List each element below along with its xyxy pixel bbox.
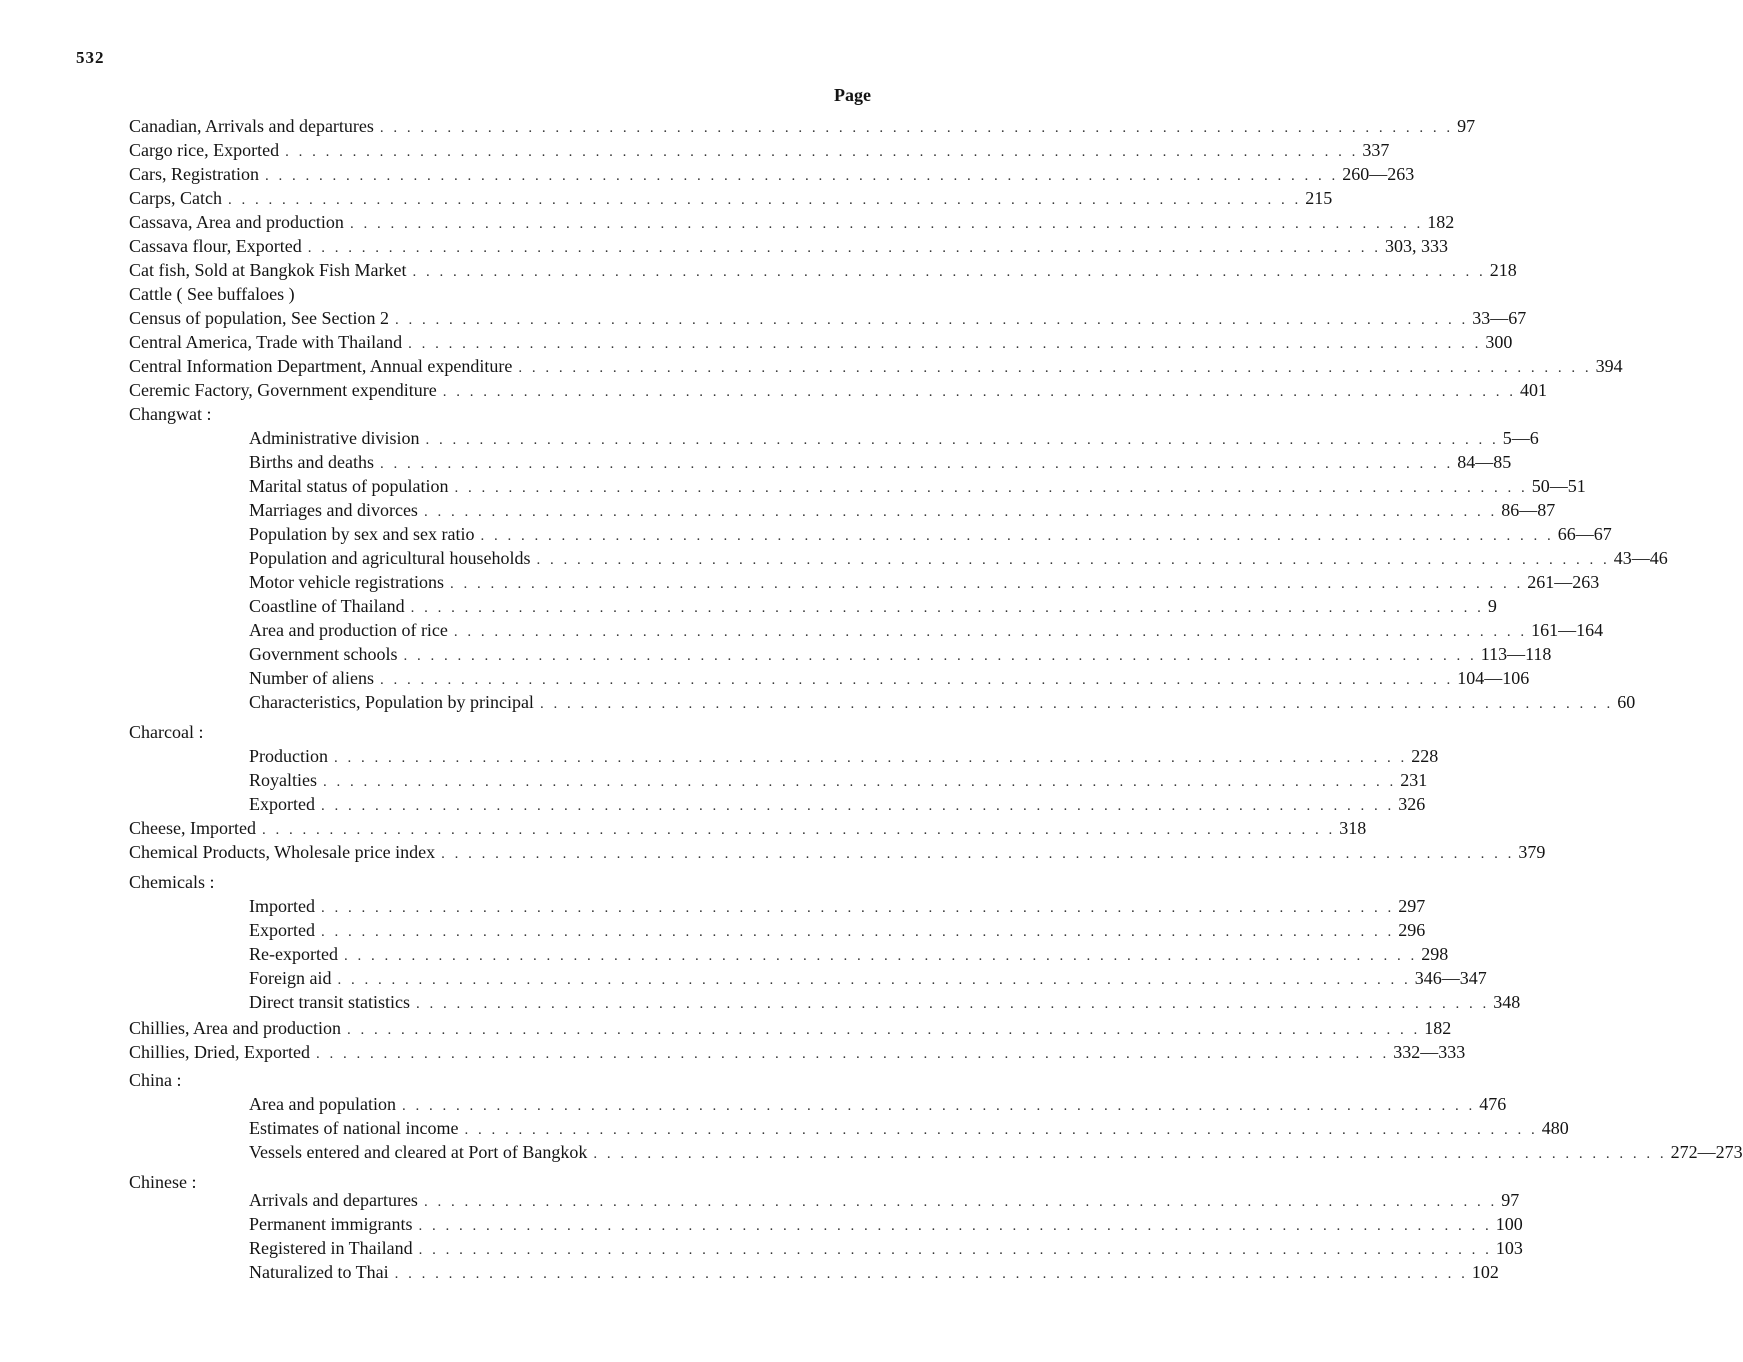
dot-leader: . . . . . . . . . . . . . . . . . . . . . . . . . . . . . . . . . . . . . . . . . . . . . . . . . . . . . . . . . . . . . . . . . . . . . . . . . . . . . . . . <box>539 696 1614 712</box>
dot-leader: . . . . . . . . . . . . . . . . . . . . . . . . . . . . . . . . . . . . . . . . . . . . . . . . . . . . . . . . . . . . . . . . . . . . . . . . . . . . . . . . <box>320 798 1395 814</box>
index-entry <box>129 1016 1452 1040</box>
index-subentry <box>249 570 1600 594</box>
entry-page-ref: 60 <box>1617 692 1636 712</box>
dot-leader: . . . . . . . . . . . . . . . . . . . . . . . . . . . . . . . . . . . . . . . . . . . . . . . . . . . . . . . . . . . . . . . . . . . . . . . . . . . . . . . . <box>442 384 1516 400</box>
entry-label: Arrivals and departures <box>249 1190 418 1210</box>
entry-page-ref: 84—85 <box>1457 452 1512 472</box>
entry-label: Foreign aid <box>249 968 332 988</box>
dot-leader: . . . . . . . . . . . . . . . . . . . . . . . . . . . . . . . . . . . . . . . . . . . . . . . . . . . . . . . . . . . . . . . . . . . . . . . . . . . . . . . . <box>453 624 1528 640</box>
dot-leader: . . . . . . . . . . . . . . . . . . . . . . . . . . . . . . . . . . . . . . . . . . . . . . . . . . . . . . . . . . . . . . . . . . . . . . . . . . . . . . . . <box>464 1122 1538 1138</box>
entry-label: Cargo rice, Exported <box>129 140 280 160</box>
index-subentry <box>249 744 1439 768</box>
entry-label: Area and production of rice <box>249 620 448 640</box>
dot-leader: . . . . . . . . . . . . . . . . . . . . . . . . . . . . . . . . . . . . . . . . . . . . . . . . . . . . . . . . . . . . . . . . . . . . . . . . . . . . . . . . <box>349 216 1424 232</box>
dot-leader: . . . . . . . . . . . . . . . . . . . . . . . . . . . . . . . . . . . . . . . . . . . . . . . . . . . . . . . . . . . . . . . . . . . . . . . . . . . . . . . . <box>394 312 1469 328</box>
index-subentry <box>249 474 1586 498</box>
index-heading-entry <box>129 282 295 306</box>
dot-leader: . . . . . . . . . . . . . . . . . . . . . . . . . . . . . . . . . . . . . . . . . . . . . . . . . . . . . . . . . . . . . . . . . . . . . . . . . . . . . . . . <box>423 504 1498 520</box>
entry-label: Cheese, Imported <box>129 818 256 838</box>
dot-leader: . . . . . . . . . . . . . . . . . . . . . . . . . . . . . . . . . . . . . . . . . . . . . . . . . . . . . . . . . . . . . . . . . . . . . . . . . . . . . . . . <box>334 750 1408 766</box>
entry-page-ref: 476 <box>1479 1094 1507 1114</box>
entry-label: Births and deaths <box>249 452 374 472</box>
entry-page-ref: 298 <box>1421 944 1449 964</box>
index-heading-entry <box>129 1170 197 1194</box>
entry-page-ref: 348 <box>1493 992 1521 1012</box>
index-subentry <box>249 1116 1569 1140</box>
dot-leader: . . . . . . . . . . . . . . . . . . . . . . . . . . . . . . . . . . . . . . . . . . . . . . . . . . . . . . . . . . . . . . . . . . . . . . . . . . . . . . . . <box>285 144 1359 160</box>
index-subentry <box>249 1092 1507 1116</box>
dot-leader: . . . . . . . . . . . . . . . . . . . . . . . . . . . . . . . . . . . . . . . . . . . . . . . . . . . . . . . . . . . . . . . . . . . . . . . . . . . . . . . . <box>264 168 1339 184</box>
dot-leader: . . . . . . . . . . . . . . . . . . . . . . . . . . . . . . . . . . . . . . . . . . . . . . . . . . . . . . . . . . . . . . . . . . . . . . . . . . . . . . . . <box>423 1194 1498 1210</box>
dot-leader: . . . . . . . . . . . . . . . . . . . . . . . . . . . . . . . . . . . . . . . . . . . . . . . . . . . . . . . . . . . . . . . . . . . . . . . . . . . . . . . . <box>379 120 1454 136</box>
entry-label: Changwat : <box>129 404 212 424</box>
dot-leader: . . . . . . . . . . . . . . . . . . . . . . . . . . . . . . . . . . . . . . . . . . . . . . . . . . . . . . . . . . . . . . . . . . . . . . . . . . . . . . . . <box>518 360 1592 376</box>
dot-leader: . . . . . . . . . . . . . . . . . . . . . . . . . . . . . . . . . . . . . . . . . . . . . . . . . . . . . . . . . . . . . . . . . . . . . . . . . . . . . . . . <box>320 900 1395 916</box>
index-entry <box>129 162 1415 186</box>
dot-leader: . . . . . . . . . . . . . . . . . . . . . . . . . . . . . . . . . . . . . . . . . . . . . . . . . . . . . . . . . . . . . . . . . . . . . . . . . . . . . . . . <box>379 456 1454 472</box>
dot-leader: . . . . . . . . . . . . . . . . . . . . . . . . . . . . . . . . . . . . . . . . . . . . . . . . . . . . . . . . . . . . . . . . . . . . . . . . . . . . . . . . <box>454 480 1528 496</box>
index-subentry <box>249 894 1426 918</box>
entry-page-ref: 401 <box>1519 380 1547 400</box>
entry-page-ref: 215 <box>1305 188 1333 208</box>
dot-leader: . . . . . . . . . . . . . . . . . . . . . . . . . . . . . . . . . . . . . . . . . . . . . . . . . . . . . . . . . . . . . . . . . . . . . . . . . . . . . . . . <box>480 528 1554 544</box>
entry-label: Motor vehicle registrations <box>249 572 444 592</box>
entry-label: Exported <box>249 920 315 940</box>
entry-page-ref: 228 <box>1411 746 1439 766</box>
index-entry <box>129 840 1546 864</box>
index-subentry <box>249 768 1428 792</box>
entry-label: Charcoal : <box>129 722 204 742</box>
entry-page-ref: 5—6 <box>1502 428 1539 448</box>
entry-label: Characteristics, Population by principal <box>249 692 534 712</box>
index-entry <box>129 258 1517 282</box>
index-subentry <box>249 1236 1523 1260</box>
index-entry <box>129 306 1527 330</box>
entry-page-ref: 100 <box>1495 1214 1523 1234</box>
entry-page-ref: 43—46 <box>1613 548 1668 568</box>
index-entry <box>129 378 1547 402</box>
entry-label: Population by sex and sex ratio <box>249 524 475 544</box>
entry-page-ref: 66—67 <box>1557 524 1612 544</box>
entry-page-ref: 303, 333 <box>1384 236 1448 256</box>
entry-page-ref: 379 <box>1518 842 1546 862</box>
entry-label: Cassava flour, Exported <box>129 236 302 256</box>
index-entry <box>129 210 1455 234</box>
dot-leader: . . . . . . . . . . . . . . . . . . . . . . . . . . . . . . . . . . . . . . . . . . . . . . . . . . . . . . . . . . . . . . . . . . . . . . . . . . . . . . . . <box>449 576 1524 592</box>
index-subentry <box>249 942 1449 966</box>
dot-leader: . . . . . . . . . . . . . . . . . . . . . . . . . . . . . . . . . . . . . . . . . . . . . . . . . . . . . . . . . . . . . . . . . . . . . . . . . . . . . . . . <box>337 972 1411 988</box>
dot-leader: . . . . . . . . . . . . . . . . . . . . . . . . . . . . . . . . . . . . . . . . . . . . . . . . . . . . . . . . . . . . . . . . . . . . . . . . . . . . . . . . <box>593 1146 1667 1162</box>
entry-label: Number of aliens <box>249 668 374 688</box>
entry-label: Registered in Thailand <box>249 1238 413 1258</box>
entry-page-ref: 102 <box>1471 1262 1499 1282</box>
entry-label: Administrative division <box>249 428 420 448</box>
entry-label: Chillies, Dried, Exported <box>129 1042 310 1062</box>
dot-leader: . . . . . . . . . . . . . . . . . . . . . . . . . . . . . . . . . . . . . . . . . . . . . . . . . . . . . . . . . . . . . . . . . . . . . . . . . . . . . . . . <box>401 1098 1476 1114</box>
entry-page-ref: 332—333 <box>1393 1042 1466 1062</box>
entry-page-ref: 480 <box>1541 1118 1569 1138</box>
index-subentry <box>249 666 1530 690</box>
entry-page-ref: 394 <box>1595 356 1623 376</box>
dot-leader: . . . . . . . . . . . . . . . . . . . . . . . . . . . . . . . . . . . . . . . . . . . . . . . . . . . . . . . . . . . . . . . . . . . . . . . . . . . . . . . . <box>346 1022 1421 1038</box>
entry-label: Exported <box>249 794 315 814</box>
entry-page-ref: 326 <box>1398 794 1426 814</box>
entry-label: Central America, Trade with Thailand <box>129 332 403 352</box>
index-heading-entry <box>129 870 214 894</box>
entry-label: Coastline of Thailand <box>249 596 405 616</box>
entry-page-ref: 182 <box>1427 212 1455 232</box>
dot-leader: . . . . . . . . . . . . . . . . . . . . . . . . . . . . . . . . . . . . . . . . . . . . . . . . . . . . . . . . . . . . . . . . . . . . . . . . . . . . . . . . <box>379 672 1454 688</box>
index-subentry <box>249 426 1539 450</box>
index-subentry <box>249 450 1512 474</box>
entry-label: Carps, Catch <box>129 188 222 208</box>
index-subentry <box>249 642 1552 666</box>
dot-leader: . . . . . . . . . . . . . . . . . . . . . . . . . . . . . . . . . . . . . . . . . . . . . . . . . . . . . . . . . . . . . . . . . . . . . . . . . . . . . . . . <box>418 1218 1492 1234</box>
entry-label: Naturalized to Thai <box>249 1262 389 1282</box>
dot-leader: . . . . . . . . . . . . . . . . . . . . . . . . . . . . . . . . . . . . . . . . . . . . . . . . . . . . . . . . . . . . . . . . . . . . . . . . . . . . . . . . <box>536 552 1610 568</box>
index-subentry <box>249 1260 1499 1284</box>
entry-label: Cat fish, Sold at Bangkok Fish Market <box>129 260 407 280</box>
index-subentry <box>249 690 1636 714</box>
entry-page-ref: 50—51 <box>1531 476 1586 496</box>
dot-leader: . . . . . . . . . . . . . . . . . . . . . . . . . . . . . . . . . . . . . . . . . . . . . . . . . . . . . . . . . . . . . . . . . . . . . . . . . . . . . . . . <box>418 1242 1492 1258</box>
entry-label: Central Information Department, Annual expenditure <box>129 356 513 376</box>
page-column-heading: Page <box>834 85 871 105</box>
index-subentry <box>249 498 1556 522</box>
entry-label: Royalties <box>249 770 317 790</box>
page-number: 532 <box>76 48 105 67</box>
index-subentry <box>249 522 1612 546</box>
entry-label: Production <box>249 746 328 766</box>
entry-page-ref: 113—118 <box>1480 644 1552 664</box>
entry-page-ref: 9 <box>1487 596 1497 616</box>
entry-page-ref: 261—263 <box>1527 572 1600 592</box>
entry-label: Permanent immigrants <box>249 1214 413 1234</box>
entry-page-ref: 231 <box>1400 770 1428 790</box>
dot-leader: . . . . . . . . . . . . . . . . . . . . . . . . . . . . . . . . . . . . . . . . . . . . . . . . . . . . . . . . . . . . . . . . . . . . . . . . . . . . . . . . <box>403 648 1477 664</box>
entry-label: Cassava, Area and production <box>129 212 344 232</box>
entry-label: Vessels entered and cleared at Port of Bangkok <box>249 1142 588 1162</box>
dot-leader: . . . . . . . . . . . . . . . . . . . . . . . . . . . . . . . . . . . . . . . . . . . . . . . . . . . . . . . . . . . . . . . . . . . . . . . . . . . . . . . . <box>425 432 1499 448</box>
dot-leader: . . . . . . . . . . . . . . . . . . . . . . . . . . . . . . . . . . . . . . . . . . . . . . . . . . . . . . . . . . . . . . . . . . . . . . . . . . . . . . . . <box>315 1046 1390 1062</box>
entry-page-ref: 161—164 <box>1531 620 1604 640</box>
index-heading-entry <box>129 402 212 426</box>
dot-leader: . . . . . . . . . . . . . . . . . . . . . . . . . . . . . . . . . . . . . . . . . . . . . . . . . . . . . . . . . . . . . . . . . . . . . . . . . . . . . . . . <box>323 774 1397 790</box>
index-heading-entry <box>129 1068 182 1092</box>
entry-label: Imported <box>249 896 315 916</box>
index-subentry <box>249 594 1497 618</box>
entry-label: Marriages and divorces <box>249 500 418 520</box>
entry-label: Estimates of national income <box>249 1118 459 1138</box>
entry-page-ref: 218 <box>1489 260 1517 280</box>
dot-leader: . . . . . . . . . . . . . . . . . . . . . . . . . . . . . . . . . . . . . . . . . . . . . . . . . . . . . . . . . . . . . . . . . . . . . . . . . . . . . . . . <box>394 1266 1468 1282</box>
dot-leader: . . . . . . . . . . . . . . . . . . . . . . . . . . . . . . . . . . . . . . . . . . . . . . . . . . . . . . . . . . . . . . . . . . . . . . . . . . . . . . . . <box>410 600 1484 616</box>
entry-label: Chillies, Area and production <box>129 1018 341 1038</box>
entry-page-ref: 346—347 <box>1414 968 1487 988</box>
entry-page-ref: 33—67 <box>1472 308 1527 328</box>
index-subentry <box>249 1212 1523 1236</box>
entry-page-ref: 182 <box>1424 1018 1452 1038</box>
entry-page-ref: 260—263 <box>1342 164 1415 184</box>
entry-label: Marital status of population <box>249 476 449 496</box>
entry-page-ref: 86—87 <box>1501 500 1556 520</box>
index-entry <box>129 114 1476 138</box>
entry-page-ref: 104—106 <box>1457 668 1530 688</box>
dot-leader: . . . . . . . . . . . . . . . . . . . . . . . . . . . . . . . . . . . . . . . . . . . . . . . . . . . . . . . . . . . . . . . . . . . . . . . . . . . . . . . . <box>261 822 1336 838</box>
index-entry <box>129 1040 1466 1064</box>
dot-leader: . . . . . . . . . . . . . . . . . . . . . . . . . . . . . . . . . . . . . . . . . . . . . . . . . . . . . . . . . . . . . . . . . . . . . . . . . . . . . . . . <box>441 846 1515 862</box>
entry-page-ref: 97 <box>1457 116 1476 136</box>
dot-leader: . . . . . . . . . . . . . . . . . . . . . . . . . . . . . . . . . . . . . . . . . . . . . . . . . . . . . . . . . . . . . . . . . . . . . . . . . . . . . . . . <box>408 336 1482 352</box>
entry-label: Cattle ( See buffaloes ) <box>129 284 295 304</box>
dot-leader: . . . . . . . . . . . . . . . . . . . . . . . . . . . . . . . . . . . . . . . . . . . . . . . . . . . . . . . . . . . . . . . . . . . . . . . . . . . . . . . . <box>307 240 1381 256</box>
entry-label: Census of population, See Section 2 <box>129 308 389 328</box>
entry-label: Ceremic Factory, Government expenditure <box>129 380 437 400</box>
index-subentry <box>249 618 1604 642</box>
index-subentry <box>249 1188 1520 1212</box>
index-entry <box>129 138 1390 162</box>
dot-leader: . . . . . . . . . . . . . . . . . . . . . . . . . . . . . . . . . . . . . . . . . . . . . . . . . . . . . . . . . . . . . . . . . . . . . . . . . . . . . . . . <box>320 924 1395 940</box>
entry-page-ref: 337 <box>1362 140 1390 160</box>
dot-leader: . . . . . . . . . . . . . . . . . . . . . . . . . . . . . . . . . . . . . . . . . . . . . . . . . . . . . . . . . . . . . . . . . . . . . . . . . . . . . . . . <box>412 264 1486 280</box>
entry-label: Chemicals : <box>129 872 215 892</box>
entry-label: Chinese : <box>129 1172 197 1192</box>
index-subentry <box>249 1140 1743 1164</box>
index-subentry <box>249 966 1487 990</box>
index-heading-entry <box>129 720 203 744</box>
entry-label: Population and agricultural households <box>249 548 531 568</box>
index-entry <box>129 816 1367 840</box>
entry-page-ref: 97 <box>1501 1190 1520 1210</box>
entry-label: Re-exported <box>249 944 338 964</box>
index-entry <box>129 186 1333 210</box>
index-subentry <box>249 990 1521 1014</box>
entry-label: Chemical Products, Wholesale price index <box>129 842 436 862</box>
entry-page-ref: 103 <box>1495 1238 1523 1258</box>
entry-page-ref: 318 <box>1339 818 1367 838</box>
entry-label: Government schools <box>249 644 398 664</box>
dot-leader: . . . . . . . . . . . . . . . . . . . . . . . . . . . . . . . . . . . . . . . . . . . . . . . . . . . . . . . . . . . . . . . . . . . . . . . . . . . . . . . . <box>415 996 1490 1012</box>
entry-page-ref: 296 <box>1398 920 1426 940</box>
entry-label: Area and population <box>249 1094 396 1114</box>
entry-label: Canadian, Arrivals and departures <box>129 116 374 136</box>
entry-page-ref: 272—273 <box>1670 1142 1743 1162</box>
entry-label: Direct transit statistics <box>249 992 410 1012</box>
index-entry <box>129 330 1513 354</box>
entry-label: Cars, Registration <box>129 164 259 184</box>
index-subentry <box>249 792 1426 816</box>
entry-page-ref: 297 <box>1398 896 1426 916</box>
entry-page-ref: 300 <box>1485 332 1513 352</box>
index-subentry <box>249 918 1426 942</box>
index-entry <box>129 234 1448 258</box>
dot-leader: . . . . . . . . . . . . . . . . . . . . . . . . . . . . . . . . . . . . . . . . . . . . . . . . . . . . . . . . . . . . . . . . . . . . . . . . . . . . . . . . <box>343 948 1418 964</box>
index-entry <box>129 354 1623 378</box>
entry-label: China : <box>129 1070 182 1090</box>
index-subentry <box>249 546 1668 570</box>
dot-leader: . . . . . . . . . . . . . . . . . . . . . . . . . . . . . . . . . . . . . . . . . . . . . . . . . . . . . . . . . . . . . . . . . . . . . . . . . . . . . . . . <box>227 192 1302 208</box>
